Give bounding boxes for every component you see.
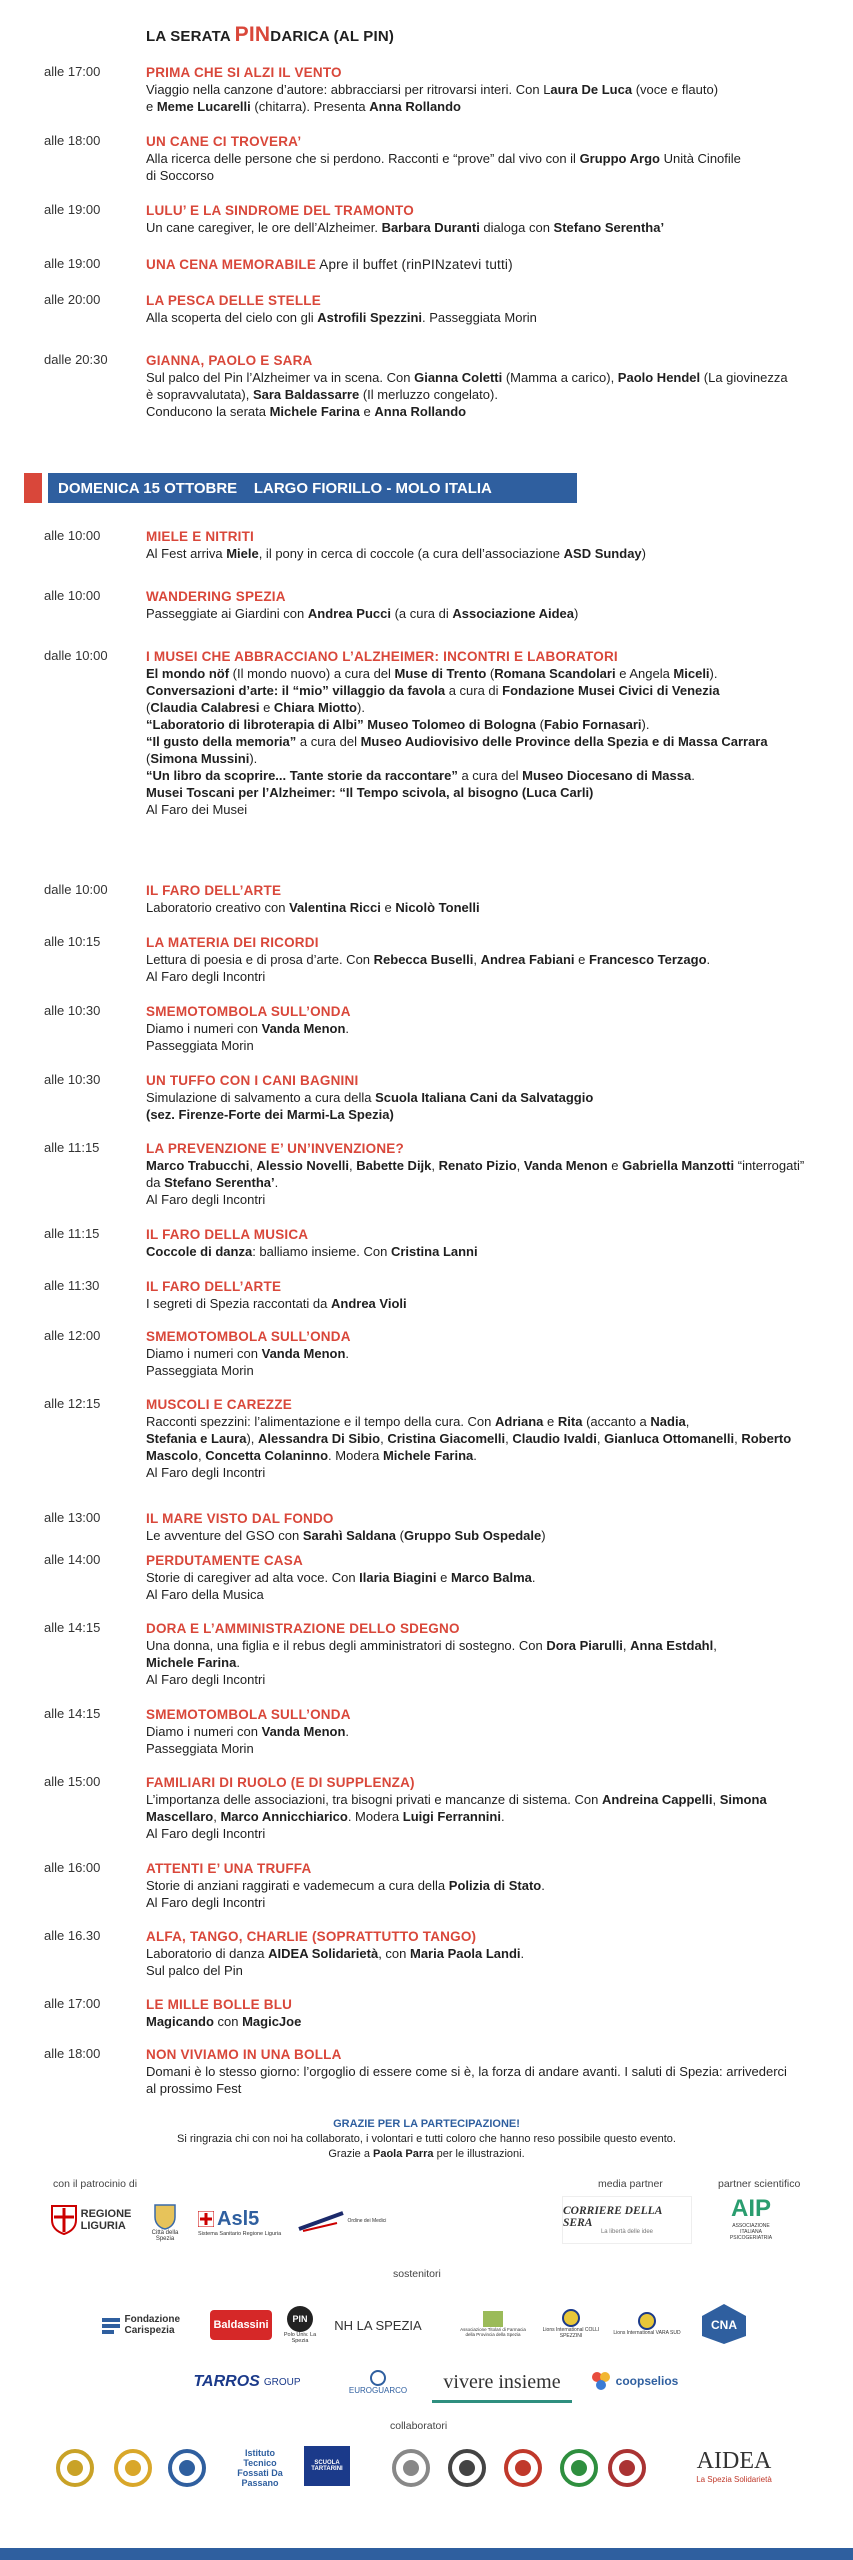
event-description-line: Passeggiata Morin	[146, 1038, 254, 1053]
tarros-logo: TARROS GROUP	[193, 2373, 301, 2390]
event-description-line: Al Faro degli Incontri	[146, 1826, 266, 1841]
media-partner-label: media partner	[598, 2178, 663, 2190]
event-time: alle 10:00	[44, 528, 101, 543]
event-title: SMEMOTOMBOLA SULL’ONDA	[146, 1707, 351, 1722]
event-body	[146, 1860, 816, 1911]
coopselios-logo: coopselios	[580, 2366, 688, 2396]
event-description-line: Al Faro degli Incontri	[146, 1895, 266, 1910]
event-description-line: al prossimo Fest	[146, 2081, 242, 2096]
collaborator-emblem-icon	[388, 2446, 434, 2490]
event-description-line: Diamo i numeri con Vanda Menon.	[146, 1346, 350, 1361]
event-description-line: Storie di caregiver ad alta voce. Con Ilaria Biagini e Marco Balma.	[146, 1570, 536, 1585]
event-body	[146, 1620, 816, 1688]
event-description-line: (Claudia Calabresi e Chiara Miotto).	[146, 700, 365, 715]
regione-shield-icon	[51, 2205, 77, 2235]
event-title: LULU’ E LA SINDROME DEL TRAMONTO	[146, 203, 414, 218]
event-description-line: Diamo i numeri con Vanda Menon.	[146, 1021, 350, 1036]
event-description-line: Sul palco del Pin	[146, 1963, 243, 1978]
asl-cross-icon	[198, 2211, 214, 2227]
event-time: alle 12:15	[44, 1396, 101, 1411]
event-description-line: Musei Toscani per l’Alzheimer: “Il Tempo scivola, al bisogno (Luca Carli)	[146, 785, 594, 800]
sostenitori-label: sostenitori	[393, 2268, 441, 2280]
event-title: UN TUFFO CON I CANI BAGNINI	[146, 1073, 359, 1088]
event-title: IL FARO DELLA MUSICA	[146, 1227, 309, 1242]
event-description-line: El mondo nöf (Il mondo nuovo) a cura del Muse di Trento (Romana Scandolari e Angela Miceli).	[146, 666, 718, 681]
event-description-line: Passeggiate ai Giardini con Andrea Pucci (a cura di Associazione Aidea)	[146, 606, 579, 621]
event-time: alle 16.30	[44, 1928, 101, 1943]
regione-liguria-logo: REGIONE LIGURIA	[48, 2198, 134, 2242]
event-description-line: Al Faro dei Musei	[146, 802, 248, 817]
event-body	[146, 1278, 816, 1312]
event-title: GIANNA, PAOLO E SARA	[146, 353, 313, 368]
farmacia-logo: Associazione Titolari di Farmacia della Provincia della Spezia	[458, 2306, 528, 2342]
event-description-line: Al Faro degli Incontri	[146, 1192, 266, 1207]
event-description-line: Magicando con MagicJoe	[146, 2014, 302, 2029]
event-body	[146, 352, 816, 420]
event-description-line: “Laboratorio di libroterapia di Albi” Museo Tolomeo di Bologna (Fabio Fornasari).	[146, 717, 650, 732]
event-time: alle 11:15	[44, 1226, 100, 1241]
event-title: IL MARE VISTO DAL FONDO	[146, 1511, 334, 1526]
event-time: alle 19:00	[44, 256, 101, 271]
event-description-line: Stefania e Laura), Alessandra Di Sibio, Cristina Giacomelli, Claudio Ivaldi, Gianluca Ottomanelli, Roberto	[146, 1431, 792, 1446]
event-time: alle 10:15	[44, 934, 101, 949]
collaborator-emblem-icon	[52, 2446, 98, 2490]
event-time: alle 13:00	[44, 1510, 101, 1525]
event-body	[146, 882, 816, 916]
event-description-line: I segreti di Spezia raccontati da Andrea Violi	[146, 1296, 407, 1311]
event-time: alle 19:00	[44, 202, 101, 217]
closing-note	[0, 2117, 853, 2162]
evening-header-prefix: LA SERATA	[146, 28, 235, 45]
fossati-logo: Istituto Tecnico Fossati Da Passano	[237, 2448, 283, 2488]
corriere-logo: CORRIERE DELLA SERA La libertà delle idee	[562, 2196, 692, 2244]
event-description-line: (sez. Firenze-Forte dei Marmi-La Spezia)	[146, 1107, 394, 1122]
event-description-line: Mascellaro, Marco Annicchiarico. Modera Luigi Ferrannini.	[146, 1809, 505, 1824]
asl5-logo: Asl5 Sistema Sanitario Regione Liguria	[198, 2207, 282, 2237]
closing-credits: Grazie a Paola Parra per le illustrazioni.	[328, 2148, 525, 2160]
day-banner-text: DOMENICA 15 OTTOBRE LARGO FIORILLO - MOLO ITALIA	[58, 480, 492, 497]
event-title: FAMILIARI DI RUOLO (E DI SUPPLENZA)	[146, 1775, 415, 1790]
event-body	[146, 588, 816, 622]
event-description-line: Alla scoperta del cielo con gli Astrofili Spezzini. Passeggiata Morin	[146, 310, 537, 325]
event-time: alle 17:00	[44, 1996, 101, 2011]
coopselios-icon	[590, 2370, 612, 2392]
event-time: alle 10:30	[44, 1003, 101, 1018]
event-time: dalle 10:00	[44, 648, 108, 663]
event-title: MIELE E NITRITI	[146, 529, 255, 544]
event-title: SMEMOTOMBOLA SULL’ONDA	[146, 1004, 351, 1019]
event-body	[146, 292, 816, 326]
closing-heading: GRAZIE PER LA PARTECIPAZIONE!	[333, 2118, 520, 2130]
event-body	[146, 1774, 816, 1842]
event-body	[146, 1328, 816, 1379]
euroguarco-icon	[369, 2370, 387, 2386]
event-body	[146, 1396, 816, 1481]
event-title: UN CANE CI TROVERA’	[146, 134, 302, 149]
evening-header-pin: PIN	[234, 23, 271, 46]
event-title: NON VIVIAMO IN UNA BOLLA	[146, 2047, 342, 2062]
aip-logo: AIP ASSOCIAZIONE ITALIANA PSICOGERIATRIA	[729, 2195, 773, 2241]
footer-bar	[0, 2548, 853, 2560]
event-body	[146, 64, 816, 115]
collaborator-emblem-icon	[500, 2446, 546, 2490]
event-title: PERDUTAMENTE CASA	[146, 1553, 303, 1568]
event-description-line: da Stefano Serentha’.	[146, 1175, 279, 1190]
event-body	[146, 528, 816, 562]
event-description-line: Al Faro degli Incontri	[146, 969, 266, 984]
event-time: dalle 20:30	[44, 352, 108, 367]
event-time: alle 11:30	[44, 1278, 100, 1293]
pin-logo: PIN Polo Univ. La Spezia	[282, 2300, 318, 2350]
event-body	[146, 1140, 816, 1208]
nh-logo: NH LA SPEZIA	[334, 2317, 422, 2333]
event-time: alle 14:00	[44, 1552, 101, 1567]
event-title: PRIMA CHE SI ALZI IL VENTO	[146, 65, 342, 80]
cna-logo	[698, 2302, 750, 2346]
event-title: UNA CENA MEMORABILE Apre il buffet (rinPINzatevi tutti)	[146, 257, 513, 272]
event-description-line: Conducono la serata Michele Farina e Anna Rollando	[146, 404, 467, 419]
collaboratori-label: collaboratori	[390, 2420, 448, 2432]
lions-icon	[638, 2312, 656, 2330]
event-description-line: Laboratorio creativo con Valentina Ricci e Nicolò Tonelli	[146, 900, 480, 915]
collaborator-emblem-icon	[556, 2446, 602, 2490]
event-description-line: Laboratorio di danza AIDEA Solidarietà, con Maria Paola Landi.	[146, 1946, 525, 1961]
evening-header	[146, 23, 394, 47]
event-description-line: Al Faro degli Incontri	[146, 1465, 266, 1480]
event-body	[146, 2046, 816, 2097]
event-title: I MUSEI CHE ABBRACCIANO L’ALZHEIMER: INCONTRI E LABORATORI	[146, 649, 618, 664]
day-banner	[24, 473, 577, 503]
cna-badge-icon	[699, 2302, 749, 2346]
event-description-line: Simulazione di salvamento a cura della Scuola Italiana Cani da Salvataggio	[146, 1090, 594, 1105]
event-description-line: Storie di anziani raggirati e vademecum a cura della Polizia di Stato.	[146, 1878, 545, 1893]
ordine-medici-logo: Ordine dei Medici	[296, 2204, 404, 2238]
event-title: LA MATERIA DEI RICORDI	[146, 935, 319, 950]
event-description-line: Michele Farina.	[146, 1655, 240, 1670]
event-title: MUSCOLI E CAREZZE	[146, 1397, 292, 1412]
lions-icon	[562, 2309, 580, 2327]
event-description-line: Al Faro degli Incontri	[146, 1672, 266, 1687]
day-banner-mark	[24, 473, 42, 503]
event-description-line: “Un libro da scoprire... Tante storie da raccontare” a cura del Museo Diocesano di Massa.	[146, 768, 695, 783]
event-time: alle 10:30	[44, 1072, 101, 1087]
event-body	[146, 256, 816, 273]
event-time: dalle 10:00	[44, 882, 108, 897]
event-description-line: Racconti spezzini: l’alimentazione e il tempo della cura. Con Adriana e Rita (accanto a Nadia,	[146, 1414, 690, 1429]
vivere-insieme-logo: vivere insieme	[432, 2364, 572, 2403]
event-body	[146, 133, 816, 184]
event-description-line: Alla ricerca delle persone che si perdono. Racconti e “prove” dal vivo con il Gruppo Argo Unità Cinofile	[146, 151, 741, 166]
event-time: alle 20:00	[44, 292, 101, 307]
event-time: alle 11:15	[44, 1140, 100, 1155]
svg-text:CNA: CNA	[711, 2318, 737, 2332]
event-description-line: “Il gusto della memoria” a cura del Museo Audiovisivo delle Province della Spezia e di Massa Carrara	[146, 734, 768, 749]
event-description-line: Le avventure del GSO con Sarahì Saldana (Gruppo Sub Ospedale)	[146, 1528, 546, 1543]
event-time: alle 16:00	[44, 1860, 101, 1875]
citta-spezia-logo: Città della Spezia	[144, 2196, 186, 2250]
event-body	[146, 202, 816, 236]
event-body	[146, 1996, 816, 2030]
event-description-line: e Meme Lucarelli (chitarra). Presenta Anna Rollando	[146, 99, 461, 114]
event-description-line: Conversazioni d’arte: il “mio” villaggio da favola a cura di Fondazione Musei Civici di Venezia	[146, 683, 720, 698]
event-title: SMEMOTOMBOLA SULL’ONDA	[146, 1329, 351, 1344]
event-title: LA PREVENZIONE E’ UN’INVENZIONE?	[146, 1141, 404, 1156]
event-time: alle 18:00	[44, 133, 101, 148]
euroguarco-logo: EUROGUARCO	[334, 2362, 422, 2402]
lions-colli-logo: Lions International COLLI SPEZZINI	[536, 2306, 606, 2342]
event-description-line: Marco Trabucchi, Alessio Novelli, Babette Dijk, Renato Pizio, Vanda Menon e Gabriella Manzotti “interrogati”	[146, 1158, 805, 1173]
event-title: DORA E L’AMMINISTRAZIONE DELLO SDEGNO	[146, 1621, 460, 1636]
event-description-line: Domani è lo stesso giorno: l’orgoglio di essere come si è, la forza di andare avanti. I saluti di Spezia: arrivederci	[146, 2064, 787, 2079]
event-title: LA PESCA DELLE STELLE	[146, 293, 321, 308]
event-description-line: Sul palco del Pin l’Alzheimer va in scena. Con Gianna Coletti (Mamma a carico), Paolo Hendel (La giovinezza	[146, 370, 788, 385]
event-time: alle 18:00	[44, 2046, 101, 2061]
event-description-line: Viaggio nella canzone d’autore: abbracciarsi per ritrovarsi interi. Con Laura De Luca (voce e flauto)	[146, 82, 719, 97]
collaborator-emblem-icon	[164, 2446, 210, 2490]
event-description-line: Lettura di poesia e di prosa d’arte. Con Rebecca Buselli, Andrea Fabiani e Francesco Terzago.	[146, 952, 711, 967]
fondazione-mark-icon	[102, 2316, 120, 2334]
event-description-line: L’importanza delle associazioni, tra bisogni privati e mancanze di sistema. Con Andreina Cappelli, Simona	[146, 1792, 767, 1807]
event-description-line: Passeggiata Morin	[146, 1363, 254, 1378]
event-time: alle 17:00	[44, 64, 101, 79]
event-description-line: Coccole di danza: balliamo insieme. Con Cristina Lanni	[146, 1244, 478, 1259]
event-description-line: (Simona Mussini).	[146, 751, 258, 766]
event-body	[146, 1552, 816, 1603]
event-body	[146, 1003, 816, 1054]
event-body	[146, 648, 816, 818]
scuola-tartarini-logo: SCUOLA TARTARINI	[304, 2446, 350, 2486]
event-description-line: è sopravvalutata), Sara Baldassarre (Il merluzzo congelato).	[146, 387, 498, 402]
event-time: alle 10:00	[44, 588, 101, 603]
event-time: alle 12:00	[44, 1328, 101, 1343]
closing-thanks: Si ringrazia chi con noi ha collaborato, i volontari e tutti coloro che hanno reso possibile questo evento.	[177, 2133, 676, 2145]
baldassini-logo: Baldassini	[210, 2310, 272, 2340]
event-description-line: Al Fest arriva Miele, il pony in cerca di coccole (a cura dell’associazione ASD Sunday)	[146, 546, 646, 561]
event-description-line: Passeggiata Morin	[146, 1741, 254, 1756]
event-time: alle 14:15	[44, 1706, 101, 1721]
event-title: IL FARO DELL’ARTE	[146, 883, 282, 898]
aidea-logo: AIDEA La Spezia Solidarietà	[696, 2448, 772, 2484]
collaborator-emblem-icon	[604, 2446, 650, 2490]
lions-vara-logo: Lions International VARA SUD	[612, 2306, 682, 2342]
event-title: WANDERING SPEZIA	[146, 589, 286, 604]
scientific-partner-label: partner scientifico	[718, 2178, 801, 2190]
farmacia-icon	[483, 2311, 503, 2327]
event-body	[146, 1706, 816, 1757]
event-time: alle 15:00	[44, 1774, 101, 1789]
fondazione-carispezia-logo: Fondazione Carispezia	[100, 2310, 202, 2340]
event-body	[146, 1072, 816, 1123]
event-description-line: Al Faro della Musica	[146, 1587, 264, 1602]
evening-header-suffix: DARICA (AL PIN)	[270, 28, 395, 45]
city-crest-icon	[154, 2204, 176, 2230]
event-body	[146, 934, 816, 985]
event-title: IL FARO DELL’ARTE	[146, 1279, 282, 1294]
event-body	[146, 1510, 816, 1544]
collaborator-emblem-icon	[110, 2446, 156, 2490]
event-description-line: Una donna, una figlia e il rebus degli amministratori di sostegno. Con Dora Piarulli, Anna Estdahl,	[146, 1638, 717, 1653]
collaborator-emblem-icon	[444, 2446, 490, 2490]
event-title: LE MILLE BOLLE BLU	[146, 1997, 293, 2012]
event-title: ALFA, TANGO, CHARLIE (SOPRATTUTTO TANGO)	[146, 1929, 477, 1944]
event-body	[146, 1928, 816, 1979]
ordine-swoosh-icon	[297, 2209, 345, 2233]
event-description-line: Diamo i numeri con Vanda Menon.	[146, 1724, 350, 1739]
event-description-line: di Soccorso	[146, 168, 214, 183]
event-title: ATTENTI E’ UNA TRUFFA	[146, 1861, 312, 1876]
event-body	[146, 1226, 816, 1260]
event-inline-note: Apre il buffet (rinPINzatevi tutti)	[316, 257, 513, 272]
event-time: alle 14:15	[44, 1620, 101, 1635]
event-description-line: Un cane caregiver, le ore dell’Alzheimer. Barbara Duranti dialoga con Stefano Serentha’	[146, 220, 665, 235]
patrocinio-label: con il patrocinio di	[53, 2178, 138, 2190]
event-description-line: Mascolo, Concetta Colaninno. Modera Michele Farina.	[146, 1448, 477, 1463]
